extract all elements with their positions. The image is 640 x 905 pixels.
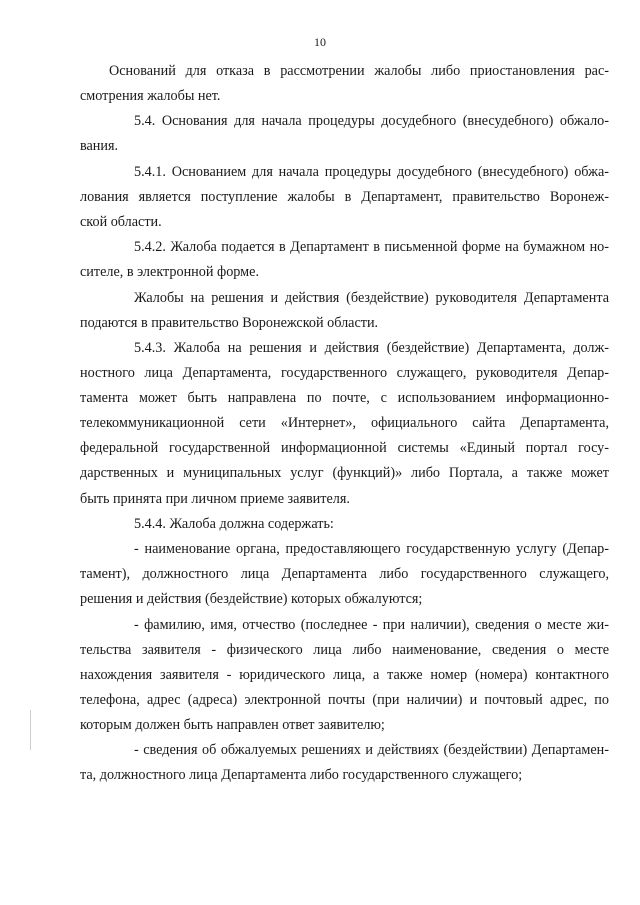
text-line: телекоммуникационной сети «Интернет», официального сайта Департамента, (80, 415, 609, 432)
text-line: 5.4.1. Основанием для начала процедуры досудебного (внесудебного) обжа- (134, 163, 609, 180)
text-line: та, должностного лица Департамента либо государственного служащего; (80, 767, 523, 784)
text-line: 5.4.4. Жалоба должна содержать: (134, 515, 334, 532)
text-line: федеральной государственной информационной системы «Единый портал госу- (80, 440, 609, 457)
text-line: Жалобы на решения и действия (бездействие) руководителя Департамента (134, 289, 609, 306)
text-line: телефона, адрес (адреса) электронной почты (при наличии) и почтовый адрес, по (80, 691, 609, 708)
paragraph (109, 512, 609, 537)
text-line: ской области. (80, 213, 162, 230)
text-line: тельства заявителя - физического лица либо наименование, сведения о месте (80, 641, 609, 658)
text-line: 5.4. Основания для начала процедуры досудебного (внесудебного) обжало- (134, 113, 609, 130)
text-line: ностного лица Департамента, государственного служащего, руководителя Депар- (80, 365, 609, 382)
paragraph (80, 109, 609, 159)
text-line: которым должен быть направлен ответ заявителю; (80, 716, 385, 733)
text-line: тамент), должностного лица Департамента либо государственного служащего, (80, 566, 609, 583)
paragraph (80, 336, 609, 512)
text-line: 5.4.3. Жалоба на решения и действия (бездействие) Департамента, долж- (134, 339, 609, 356)
text-line: - сведения об обжалуемых решениях и действиях (бездействии) Департамен- (134, 742, 609, 759)
paragraph (80, 160, 609, 235)
text-line: Оснований для отказа в рассмотрении жалобы либо приостановления рас- (109, 63, 609, 79)
paragraph (80, 235, 609, 285)
paragraph (80, 286, 609, 336)
text-line: сителе, в электронной форме. (80, 264, 259, 281)
text-line: решения и действия (бездействие) которых обжалуются; (80, 591, 423, 608)
paragraph (80, 613, 609, 738)
scan-artifact-line (30, 710, 31, 750)
text-line: тамента может быть направлена по почте, с использованием информационно- (80, 390, 609, 407)
paragraph (80, 537, 609, 612)
page-number: 10 (314, 35, 326, 49)
paragraph (80, 738, 609, 788)
text-line: подаются в правительство Воронежской области. (80, 314, 379, 331)
paragraph (80, 59, 609, 109)
text-line: - фамилию, имя, отчество (последнее - при наличии), сведения о месте жи- (134, 616, 609, 633)
text-line: 5.4.2. Жалоба подается в Департамент в письменной форме на бумажном но- (134, 239, 609, 256)
document-body (80, 59, 609, 789)
text-line: нахождения заявителя - юридического лица, а также номер (номера) контактного (80, 666, 609, 683)
text-line: смотрения жалобы нет. (80, 88, 221, 105)
text-line: быть принята при личном приеме заявителя. (80, 490, 350, 507)
text-line: вания. (80, 138, 119, 155)
text-line: дарственных и муниципальных услуг (функций)» либо Портала, а также может (80, 465, 609, 482)
text-line: лования является поступление жалобы в Департамент, правительство Воронеж- (80, 188, 609, 205)
text-line: - наименование органа, предоставляющего государственную услугу (Депар- (134, 541, 609, 558)
